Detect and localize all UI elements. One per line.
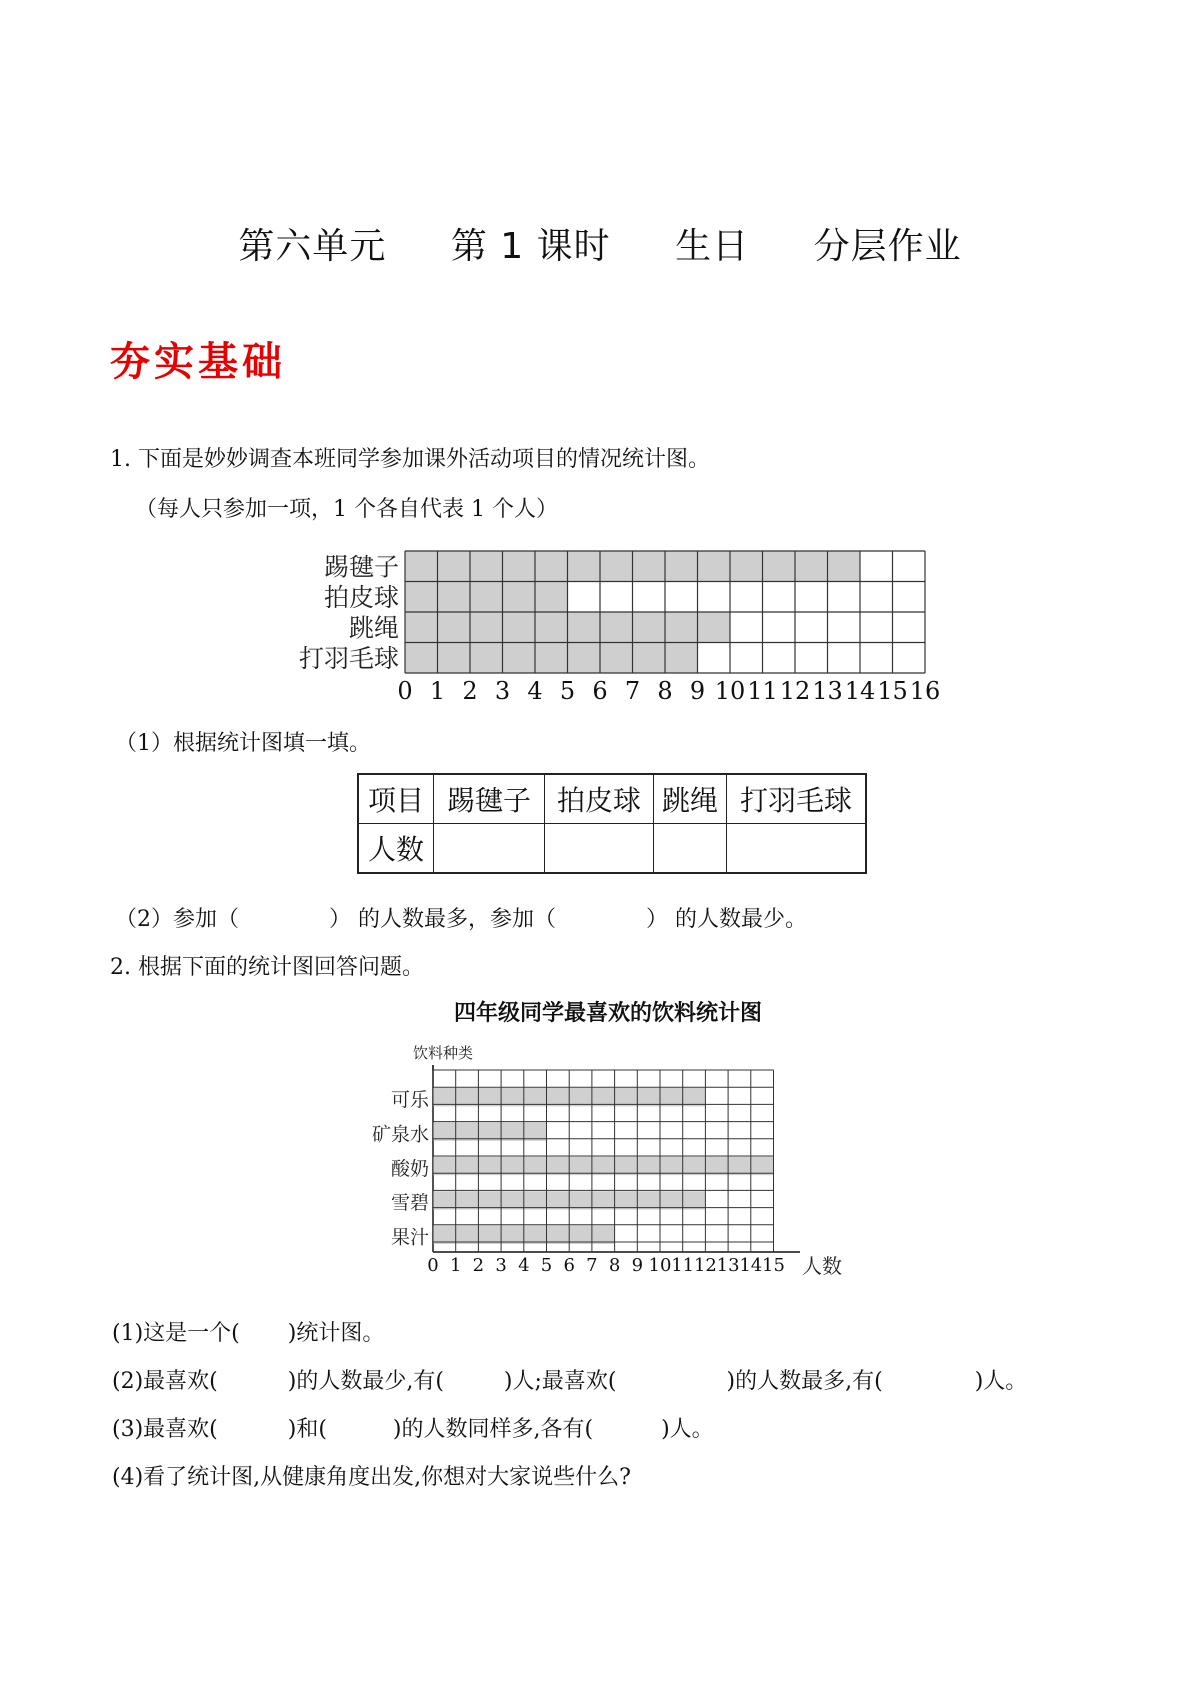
- q2-text: )的人数最少,有(: [287, 1369, 444, 1394]
- q2-text: )人。: [661, 1417, 714, 1442]
- table-row: [358, 824, 866, 874]
- q2-text: )人;最喜欢(: [503, 1369, 617, 1394]
- tick-label: 9: [631, 1255, 644, 1276]
- y-axis-label: 饮料种类: [413, 1044, 474, 1062]
- category-label: 可乐: [390, 1089, 429, 1111]
- category-label: 拍皮球: [323, 582, 399, 612]
- tick-label: 4: [527, 677, 543, 705]
- q1-sub2-part: （2）参加（: [115, 907, 239, 932]
- tick-label: 6: [563, 1255, 575, 1276]
- tick-label: 11: [747, 677, 778, 705]
- table-row: [358, 774, 866, 824]
- section-heading: 夯实基础: [110, 338, 286, 385]
- bar: [433, 1157, 774, 1175]
- tick-label: 2: [462, 677, 478, 705]
- answer-cell[interactable]: [434, 824, 545, 874]
- tick-label: 15: [877, 677, 908, 705]
- tick-label: 8: [657, 677, 673, 705]
- q2-text: )的人数同样多,各有(: [392, 1417, 594, 1442]
- bar: [405, 582, 568, 613]
- tick-label: 2: [472, 1255, 485, 1276]
- bar: [405, 643, 698, 674]
- tick-label: 8: [608, 1255, 621, 1276]
- category-label: 果汁: [390, 1226, 429, 1249]
- q2-text: (2)最喜欢(: [112, 1369, 218, 1394]
- table-cell-header: 跳绳: [654, 774, 727, 824]
- table-cell-header: 拍皮球: [545, 774, 654, 824]
- table-cell-header: 打羽毛球: [727, 774, 867, 824]
- activity-bar-chart: [0, 0, 1200, 720]
- q2-s2: [112, 1364, 1027, 1395]
- q1-sub2-part: ） 的人数最多，参加（: [329, 907, 556, 932]
- table-cell-header: 踢毽子: [434, 774, 545, 824]
- title-unit: 第六单元: [238, 226, 387, 267]
- tick-label: 0: [397, 677, 413, 705]
- tick-label: 4: [518, 1255, 530, 1276]
- category-label: 跳绳: [348, 613, 399, 643]
- drink-bar-chart: [0, 980, 1200, 1280]
- tick-label: 3: [494, 677, 511, 705]
- q1-note: （每人只参加一项，1 个各自代表 1 个人）: [135, 497, 558, 522]
- tick-label: 6: [592, 677, 608, 705]
- q1-sub1: （1）根据统计图填一填。: [115, 731, 371, 756]
- title-lesson: 第 1 课时: [450, 226, 611, 267]
- tick-label: 16: [909, 677, 941, 705]
- tick-label: 1: [429, 677, 446, 705]
- table-cell-label: 人数: [358, 824, 434, 874]
- table-cell-header: 项目: [358, 774, 434, 824]
- bar: [433, 1122, 547, 1140]
- tick-label: 10: [714, 677, 746, 705]
- tick-label: 3: [495, 1255, 507, 1276]
- q2-text: )和(: [287, 1417, 327, 1442]
- answer-cell[interactable]: [545, 824, 654, 874]
- q2-s1: [112, 1316, 384, 1347]
- title-topic: 生日: [675, 226, 750, 267]
- tick-label: 10: [648, 1255, 672, 1276]
- fill-table: [357, 773, 867, 874]
- tick-label: 15: [762, 1255, 785, 1276]
- x-axis-label: 人数: [802, 1254, 842, 1278]
- category-label: 踢毽子: [323, 552, 399, 582]
- q1-sub2-part: ） 的人数最少。: [646, 907, 807, 932]
- answer-cell[interactable]: [654, 824, 727, 874]
- tick-label: 5: [559, 677, 576, 705]
- tick-label: 1: [449, 1255, 462, 1276]
- answer-cell[interactable]: [727, 824, 867, 874]
- tick-label: 0: [427, 1255, 439, 1276]
- category-label: 打羽毛球: [298, 643, 399, 673]
- tick-label: 12: [779, 677, 811, 705]
- tick-label: 9: [689, 677, 706, 705]
- category-label: 酸奶: [390, 1157, 429, 1180]
- tick-label: 12: [693, 1255, 717, 1276]
- q2-s4: (4)看了统计图,从健康角度出发,你想对大家说些什么?: [112, 1465, 631, 1490]
- chart-title: 四年级同学最喜欢的饮料统计图: [453, 1001, 763, 1026]
- tick-label: 5: [540, 1255, 553, 1276]
- tick-label: 14: [844, 677, 876, 705]
- tick-label: 13: [812, 677, 843, 705]
- category-label: 矿泉水: [371, 1123, 429, 1146]
- q2-s3: [112, 1412, 714, 1443]
- q2-text: )人。: [974, 1369, 1028, 1394]
- tick-label: 13: [716, 1255, 740, 1276]
- q1-stem: 1. 下面是妙妙调查本班同学参加课外活动项目的情况统计图。: [110, 447, 710, 472]
- title-type: 分层作业: [813, 226, 962, 267]
- category-label: 雪碧: [390, 1192, 429, 1215]
- q2-text: )的人数最多,有(: [726, 1369, 883, 1394]
- q1-sub2: [115, 902, 807, 933]
- q2-text: (1)这是一个(: [112, 1321, 240, 1346]
- q2-text: )统计图。: [287, 1321, 385, 1346]
- tick-label: 7: [586, 1255, 598, 1276]
- tick-label: 7: [624, 677, 641, 705]
- q2-stem: 2. 根据下面的统计图回答问题。: [110, 955, 424, 980]
- q2-text: (3)最喜欢(: [112, 1417, 218, 1442]
- tick-label: 14: [739, 1255, 763, 1276]
- tick-label: 11: [671, 1255, 695, 1276]
